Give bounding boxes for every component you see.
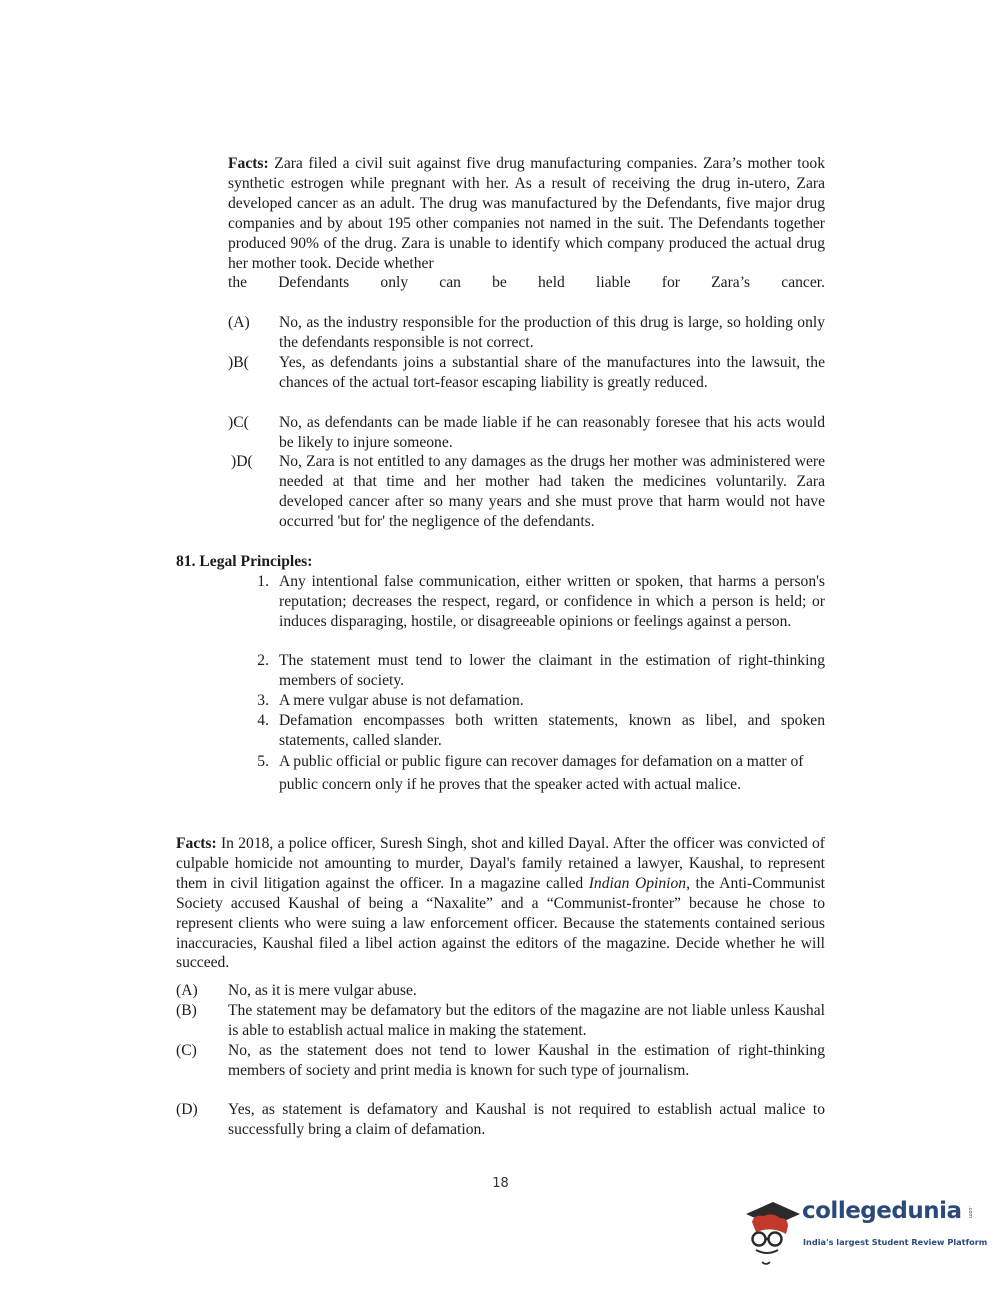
principle-number: 5. <box>257 753 269 770</box>
facts-text-part2: , the Anti-Communist Society accused Kaushal of being a “Naxalite” and a “Communist-fronter” because he chose to represent clients who were suing a law enforcement officer. Because the statements contained serious inaccuracies, Kaushal filed a libel action against the editors of the magazine. Decide whether he will succeed. <box>176 874 825 972</box>
logo-wordmark: collegedunia <box>802 1198 962 1224</box>
facts-label: Facts: <box>176 835 217 852</box>
collegedunia-logo <box>742 1196 988 1268</box>
option-label: (C) <box>176 1042 197 1059</box>
option-label: )C( <box>228 414 249 431</box>
question-title: 81. Legal Principles: <box>176 553 313 570</box>
principle-text: Any intentional false communication, either written or spoken, that harms a person's reputation; decreases the respect, regard, or confidence in which a person is held; or induces disparaging, hostile, or disagreeable opinions or feelings against a person. <box>279 573 825 630</box>
option-label: (A) <box>228 314 250 331</box>
facts-paragraph-q81 <box>176 834 825 973</box>
option-label: )B( <box>228 354 249 371</box>
option-label: )D( <box>231 453 253 470</box>
option-label: (B) <box>176 1002 197 1019</box>
option-text: No, as it is mere vulgar abuse. <box>228 982 417 999</box>
option-text: No, as defendants can be made liable if he can reasonably foresee that his acts would be likely to injure someone. <box>279 414 825 451</box>
principle-number: 1. <box>257 573 269 590</box>
magazine-title: Indian Opinion <box>588 874 687 892</box>
principle-text: A public official or public figure can recover damages for defamation on a matter of public concern only if he proves that the speaker acted with actual malice. <box>279 753 804 793</box>
principle-number: 4. <box>257 712 269 729</box>
principle-number: 2. <box>257 652 269 669</box>
principle-text: A mere vulgar abuse is not defamation. <box>279 692 524 709</box>
facts-text: Zara filed a civil suit against five drug manufacturing companies. Zara’s mother took synthetic estrogen while pregnant with her. As a result of receiving the drug in-utero, Zara developed cancer as an adult. The drug was manufactured by the Defendants, five major drug companies and by about 195 other companies not named in the suit. The Defendants together produced 90% of the drug. Zara is unable to identify which company produced the actual drug her mother took. Decide whether <box>228 155 825 272</box>
facts-paragraph-q80 <box>228 154 825 293</box>
option-text: The statement may be defamatory but the editors of the magazine are not liable unless Kaushal is able to establish actual malice in making the statement. <box>228 1002 825 1039</box>
logo-suffix: .com <box>966 1206 973 1219</box>
facts-label: Facts: <box>228 155 269 172</box>
option-text: No, as the industry responsible for the production of this drug is large, so holding only the defendants responsible is not correct. <box>279 314 825 351</box>
option-text: No, Zara is not entitled to any damages as the drugs her mother was administered were needed at that time and her mother had taken the medicines voluntarily. Zara developed cancer after so many years and she must prove that harm would not have occurred 'but for' the negligence of the defendants. <box>279 453 825 530</box>
option-text: Yes, as defendants joins a substantial share of the manufactures into the lawsuit, the chances of the actual tort-feasor escaping liability is greatly reduced. <box>279 354 825 391</box>
option-label: (A) <box>176 982 198 999</box>
principle-text: Defamation encompasses both written statements, known as libel, and spoken statements, called slander. <box>279 712 825 749</box>
page-number: 18 <box>492 1176 509 1191</box>
facts-text-part1: In 2018, a police officer, Suresh Singh, shot and killed Dayal. After the officer was convicted of culpable homicide not amounting to murder, Dayal's family retained a lawyer, Kaushal, to represent them in civil litigation against the officer. In a magazine called <box>176 835 825 892</box>
logo-tagline: India's largest Student Review Platform <box>803 1237 988 1247</box>
option-text: No, as the statement does not tend to lower Kaushal in the estimation of right-thinking members of society and print media is known for such type of journalism. <box>228 1042 825 1079</box>
option-label: (D) <box>176 1101 198 1118</box>
facts-last-line: the Defendants only can be held liable for Zara’s cancer. <box>228 274 825 292</box>
principle-text: The statement must tend to lower the claimant in the estimation of right-thinking members of society. <box>279 652 825 689</box>
student-mascot-icon <box>742 1196 804 1268</box>
principle-number: 3. <box>257 692 269 709</box>
option-text: Yes, as statement is defamatory and Kaushal is not required to establish actual malice to successfully bring a claim of defamation. <box>228 1101 825 1138</box>
